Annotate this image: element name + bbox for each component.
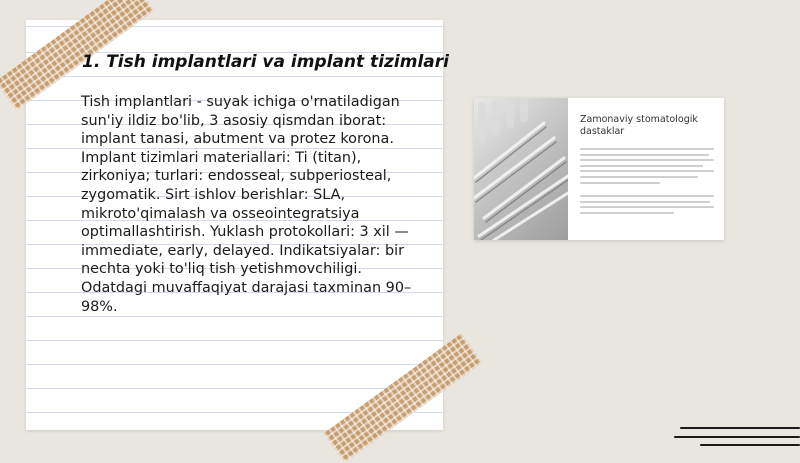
decorative-stroke-3 bbox=[700, 444, 800, 446]
dental-instruments-photo-icon bbox=[474, 98, 568, 240]
image-card-title: Zamonaviy stomatologik dastaklar bbox=[580, 114, 698, 137]
decorative-stroke-1 bbox=[680, 427, 800, 429]
image-card bbox=[474, 98, 724, 240]
slide-title: 1. Tish implantlari va implant tizimlari bbox=[82, 52, 449, 72]
image-card-text-lines bbox=[580, 148, 714, 218]
slide-body-text: Tish implantlari - suyak ichiga o'rnatiladigan sun'iy ildiz bo'lib, 3 asosiy qismdan iborat: implant tanasi, abutment va protez korona. Implant tizimlari materiallari: Ti (titan), zirkoniya; turlari: endosseal, subperiosteal, zygomatik. Sirt ishlov berishlar: SLA, mikroto'qimalash va osseointegratsiya optimallashtirish. Yuklash protokollari: 3 xil — immediate, early, delayed. Indikatsiyalar: bir nechta yoki to'liq tish yetishmovchiligi. Odatdagi muvaffaqiyat darajasi taxminan 90–98%. bbox=[81, 94, 412, 315]
decorative-stroke-2 bbox=[674, 436, 800, 438]
